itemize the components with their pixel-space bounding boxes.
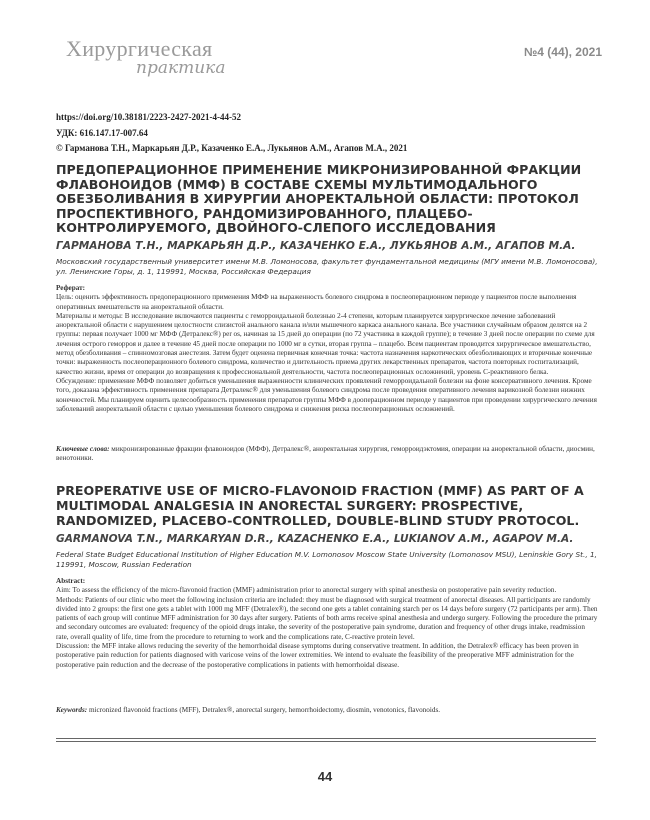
abstract-methods-ru: Материалы и методы: В исследование включаются пациенты с геморроидальной болезнью 2-4 степени, которым планируется хирургическое лечение заболеваний аноректальной области с нарушением целостности слизистой анального канала и/или мышечного каркаса анального канала. Все участники случайным образом делятся на 2 группы: первая получает 1000 мг МФФ (Детралекс®) per os, начиная за 15 дней до операции (по 72 участника в каждой группе); в течение 3 дней после операции по схеме для лечения острого геморроя и далее в течение 45 дней после операции по 1000 мг в сутки, вторая группа – плацебо. Всем пациентам проводится хирургическое вмешательство, метод обезболивания – спинномозговая анестезия. Затем будет оценена первичная конечная точка: частота назначения наркотических обезболивающих и вторичные конечные точки: выраженность послеоперационного болевого синдрома, количество и длительность приема других лекарственных препаратов, частота повторных госпитализаций, качество жизни, время от операции до возвращения к профессиональной деятельности, частота послеоперационных осложнений, уровень С-реактивного белка.: [56, 311, 595, 376]
issue-number: №4 (44), 2021: [523, 45, 602, 59]
footer-divider-bottom: [56, 741, 596, 742]
logo-title: Хирургическая: [66, 36, 213, 61]
keywords-text-en: micronized flavonoid fractions (MFF), Detralex®, anorectal surgery, hemorrhoidectomy, diosmin, venotonics, flavonoids.: [88, 706, 441, 714]
abstract-label-en: Abstract:: [56, 577, 86, 585]
keywords-text-ru: микронизированные фракции флавоноидов (МФФ), Детралекс®, аноректальная хирургия, геморроидэктомия, операции на аноректальной области, диосмин, венотоники.: [56, 445, 595, 463]
authors-ru: ГАРМАНОВА Т.Н., МАРКАРЬЯН Д.Р., КАЗАЧЕНКО Е.А., ЛУКЬЯНОВ А.М., АГАПОВ М.А.: [56, 240, 576, 252]
abstract-discussion-ru: Обсуждение: применение МФФ позволяет добиться уменьшения выраженности клинических проявлений геморроидальной болезни на фоне консервативного лечения. Кроме того, доказана эффективность применения препарата Детралекс® для уменьшения болевого синдрома после проведения оперативного лечения варикозной болезни нижних конечностей. Мы планируем оценить целесообразность применения препаратов группы МФФ в дооперационном периоде у пациентов при проведении хирургического лечения заболеваний аноректальной области с целью уменьшения болевого синдрома и снижения риска послеоперационных осложнений.: [56, 376, 597, 413]
logo-subtitle: практика: [136, 58, 226, 78]
keywords-label-en: Keywords:: [56, 706, 88, 714]
abstract-aim-en: Aim: To assess the efficiency of the micro-flavonoid fraction (MMF) administration prior to anorectal surgery with spinal anesthesia on postoperative pain severity reduction.: [56, 586, 557, 595]
article-title-en: PREOPERATIVE USE OF MICRO-FLAVONOID FRACTION (MMF) AS PART OF A MULTIMODAL ANALGESIA IN ANORECTAL SURGERY: PROSPECTIVE, RANDOMIZED, PLACEBO-CONTROLLED, DOUBLE-BLIND STUDY PROTOCOL.: [56, 483, 584, 528]
abstract-ru: [56, 284, 599, 414]
keywords-label-ru: Ключевые слова:: [56, 445, 110, 453]
abstract-label-ru: Реферат:: [56, 284, 86, 292]
authors-en: GARMANOVA T.N., MARKARYAN D.R., KAZACHENKO E.A., LUKIANOV A.M., AGAPOV M.A.: [56, 533, 574, 545]
copyright-line: © Гарманова Т.Н., Маркарьян Д.Р., Казаченко Е.А., Лукьянов А.М., Агапов М.А., 2021: [56, 143, 408, 153]
udk-code: УДК: 616.147.17-007.64: [56, 128, 148, 138]
article-title-ru: ПРЕДОПЕРАЦИОННОЕ ПРИМЕНЕНИЕ МИКРОНИЗИРОВАННОЙ ФРАКЦИИ ФЛАВОНОИДОВ (ММФ) В СОСТАВЕ СХЕМЫ МУЛЬТИМОДАЛЬНОГО ОБЕЗБОЛИВАНИЯ В ХИРУРГИИ АНОРЕКТАЛЬНОЙ ОБЛАСТИ: ПРОТОКОЛ ПРОСПЕКТИВНОГО, РАНДОМИЗИРОВАННОГО, ПЛАЦЕБО-КОНТРОЛИРУЕМОГО, ДВОЙНОГО-СЛЕПОГО ИССЛЕДОВАНИЯ: [56, 162, 582, 235]
page-number: 44: [317, 769, 333, 784]
keywords-en: [56, 706, 599, 715]
abstract-methods-en: Methods: Patients of our clinic who meet the following inclusion criteria are included: they must be diagnosed with surgical treatment of anorectal diseases. All participants are randomly divided into 2 groups: the first one gets a tablet with 1000 mg MFF (Detralex®), the second one gets a tablet containing starch per os 14 days before surgery (72 participants per arm). Then patients of each group will continue MFF administration for 30 days after surgery. Patients of both arms receive spinal anesthesia and undergo surgery. Following the procedure the primary and secondary outcomes are evaluated: frequency of the opioid drugs intake, the severity of the postoperative pain syndrome, duration and frequency of other drugs intake, readmission rate, overall quality of life, time from the procedure to returning to work and the complications rate, C-reactive protein level.: [56, 595, 598, 641]
abstract-aim-ru: Цель: оценить эффективность предоперационного применения МФФ на выраженность болевого синдрома в послеоперационном периоде у пациентов после выполнения оперативных вмешательств на аноректальной области.: [56, 293, 577, 311]
affiliation-en: Federal State Budget Educational Institution of Higher Education M.V. Lomonosov Moscow State University (Lomonosov MSU), Leninskie Gory St., 1, 119991, Moscow, Russian Federation: [56, 550, 597, 569]
keywords-ru: [56, 445, 599, 464]
doi-link[interactable]: https://doi.org/10.38181/2223-2427-2021-4-44-52: [56, 112, 241, 122]
abstract-discussion-en: Discussion: the MFF intake allows reducing the severity of the hemorrhoidal disease symptoms during conservative treatment. In addition, the Detralex® efficacy has been proven in postoperative pain reduction for patients diagnosed with varicose veins of the lower extremities. We intend to evaluate the feasibility of the preoperative MFF administration for the postoperative pain reduction and the decrease of the postoperative complications in patients with hemorrhoidal disease.: [56, 642, 579, 669]
affiliation-ru: Московский государственный университет имени М.В. Ломоносова, факультет фундаментальной медицины (МГУ имени М.В. Ломоносова), ул. Ленинские Горы, д. 1, 119991, Москва, Российская Федерация: [56, 257, 598, 276]
abstract-en: [56, 577, 599, 670]
journal-logo: [66, 36, 266, 86]
footer-divider-top: [56, 738, 596, 739]
